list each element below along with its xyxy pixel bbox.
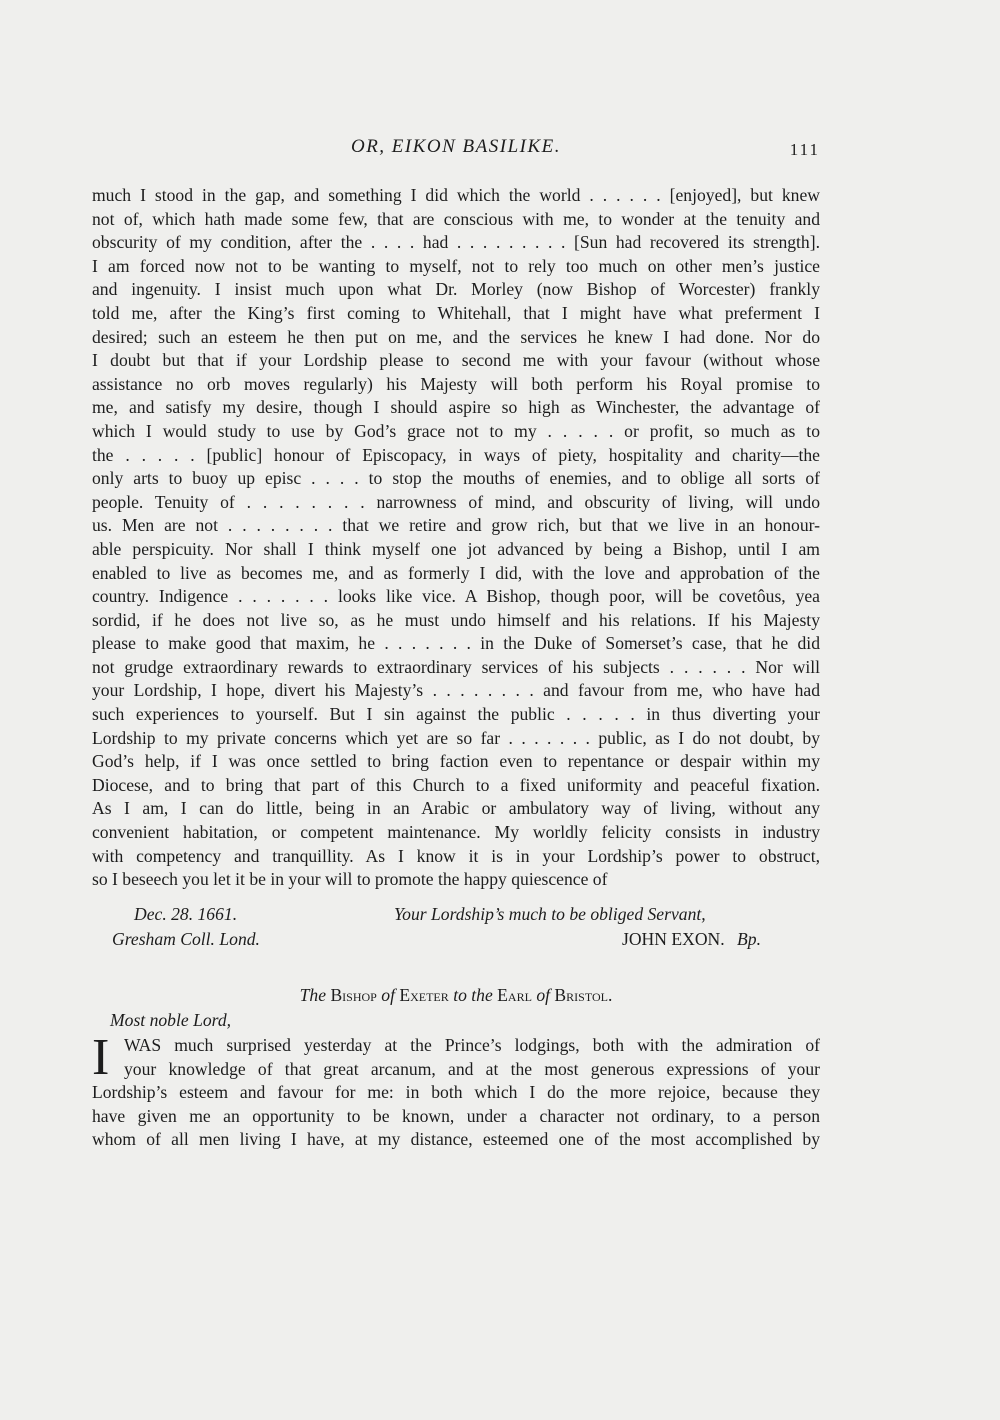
text-line: us. Men are not . . . . . . . . that we retire and grow rich, but that we live in an honour-	[92, 515, 820, 536]
text-line: much I stood in the gap, and something I did which the world . . . . . . [enjoyed], but knew	[92, 185, 820, 205]
letter-title	[92, 985, 820, 1006]
signature-title: Bp.	[737, 929, 761, 949]
text-line: not grudge extraordinary rewards to extraordinary services of his subjects . . . . . . Nor will	[92, 656, 820, 677]
signature-date: Dec. 28. 1661.	[134, 904, 238, 924]
text-line: which I would study to use by God’s grace not to my . . . . . or profit, so much as to	[92, 420, 820, 441]
text-line: people. Tenuity of . . . . . . . . narrowness of mind, and obscurity of living, will undo	[92, 491, 820, 512]
text-line: Lordship to my private concerns which yet are so far . . . . . . . public, as I do not doubt, by	[92, 727, 820, 748]
text-line: Diocese, and to bring that part of this Church to a fixed uniformity and peaceful fixation.	[92, 774, 820, 795]
title-word: of	[536, 985, 551, 1005]
text-line: sordid, if he does not live so, as he must undo himself and his relations. If his Majesty	[92, 609, 820, 630]
text-line: with competency and tranquillity. As I know it is in your Lordship’s power to obstruct,	[92, 845, 820, 866]
title-word: Earl	[497, 985, 532, 1005]
text-line: so I beseech you let it be in your will to promote the happy quiescence of	[92, 869, 608, 890]
running-title: OR, EIKON BASILIKE.	[350, 136, 562, 157]
title-word: of	[381, 985, 395, 1005]
text-line: please to make good that maxim, he . . . . . . . in the Duke of Somerset’s case, that he did	[92, 633, 820, 654]
text-line: country. Indigence . . . . . . . looks like vice. A Bishop, though poor, will be covetôus, yea	[92, 586, 820, 607]
text-line: Lordship’s esteem and favour for me: in both which I do the more rejoice, because they	[92, 1082, 820, 1103]
page-header	[92, 136, 820, 166]
text-line: I am forced now not to be wanting to myself, not to rely too much on other men’s justice	[92, 255, 820, 276]
text-line: and ingenuity. I insist much upon what Dr. Morley (now Bishop of Worcester) frankly	[92, 279, 820, 300]
title-word: The	[299, 985, 327, 1005]
text-line: God’s help, if I was once settled to bring faction even to repentance or despair within my	[92, 751, 820, 772]
text-line: As I am, I can do little, being in an Arabic or ambulatory way of living, without any	[92, 798, 820, 819]
text-line: enabled to live as becomes me, and as formerly I did, with the love and approbation of the	[92, 562, 820, 583]
second-letter-body	[92, 1029, 820, 1152]
text-line: obscurity of my condition, after the . . . . had . . . . . . . . . [Sun had recovered its strength].	[92, 232, 820, 253]
page-number: 111	[789, 140, 820, 159]
salutation: Most noble Lord,	[110, 1010, 232, 1030]
title-word: Exeter	[399, 985, 449, 1005]
signature-closing: Your Lordship’s much to be obliged Servant,	[394, 904, 706, 924]
signature-name	[622, 929, 761, 950]
signature-name-text: JOHN EXON.	[622, 929, 725, 949]
text-line: me, and satisfy my desire, though I should aspire so high as Winchester, the advantage of	[92, 397, 820, 418]
text-line: told me, after the King’s first coming to Whitehall, that I might have what preferment I	[92, 302, 820, 323]
text-line: whom of all men living I have, at my distance, esteemed one of the most accomplished by	[92, 1129, 820, 1150]
text-line: not of, which hath made some few, that are conscious with me, to wonder at the tenuity and	[92, 208, 820, 229]
text-line: able perspicuity. Nor shall I think myself one jot advanced by being a Bishop, until I am	[92, 538, 820, 559]
text-line: only arts to buoy up episc . . . . to stop the mouths of enemies, and to oblige all sorts of	[92, 468, 820, 489]
text-line: have given me an opportunity to be known, under a character not ordinary, to a person	[92, 1105, 820, 1126]
text-line: desired; such an esteem he then put on me, and the services he knew I had done. Nor do	[92, 326, 820, 347]
signature-place: Gresham Coll. Lond.	[112, 929, 260, 949]
title-word: Bristol.	[554, 985, 613, 1005]
text-line: the . . . . . [public] honour of Episcopacy, in ways of piety, hospitality and charity—the	[92, 444, 820, 465]
text-line: WAS much surprised yesterday at the Prince’s lodgings, both with the admiration of	[124, 1035, 820, 1055]
text-line: your knowledge of that great arcanum, and at the most generous expressions of your	[124, 1058, 820, 1079]
text-line: your Lordship, I hope, divert his Majesty’s . . . . . . . . and favour from me, who have had	[92, 680, 820, 701]
title-word: to the	[453, 985, 493, 1005]
text-line: I doubt but that if your Lordship please to second me with your favour (without whose	[92, 350, 820, 371]
title-word: Bishop	[330, 985, 377, 1005]
text-line: assistance no orb moves regularly) his Majesty will both perform his Royal promise to	[92, 373, 820, 394]
drop-cap: I	[92, 1029, 110, 1086]
text-line: convenient habitation, or competent maintenance. My worldly felicity consists in industry	[92, 822, 820, 843]
letter-body	[92, 184, 820, 892]
text-line: such experiences to yourself. But I sin against the public . . . . . in thus diverting your	[92, 704, 820, 725]
